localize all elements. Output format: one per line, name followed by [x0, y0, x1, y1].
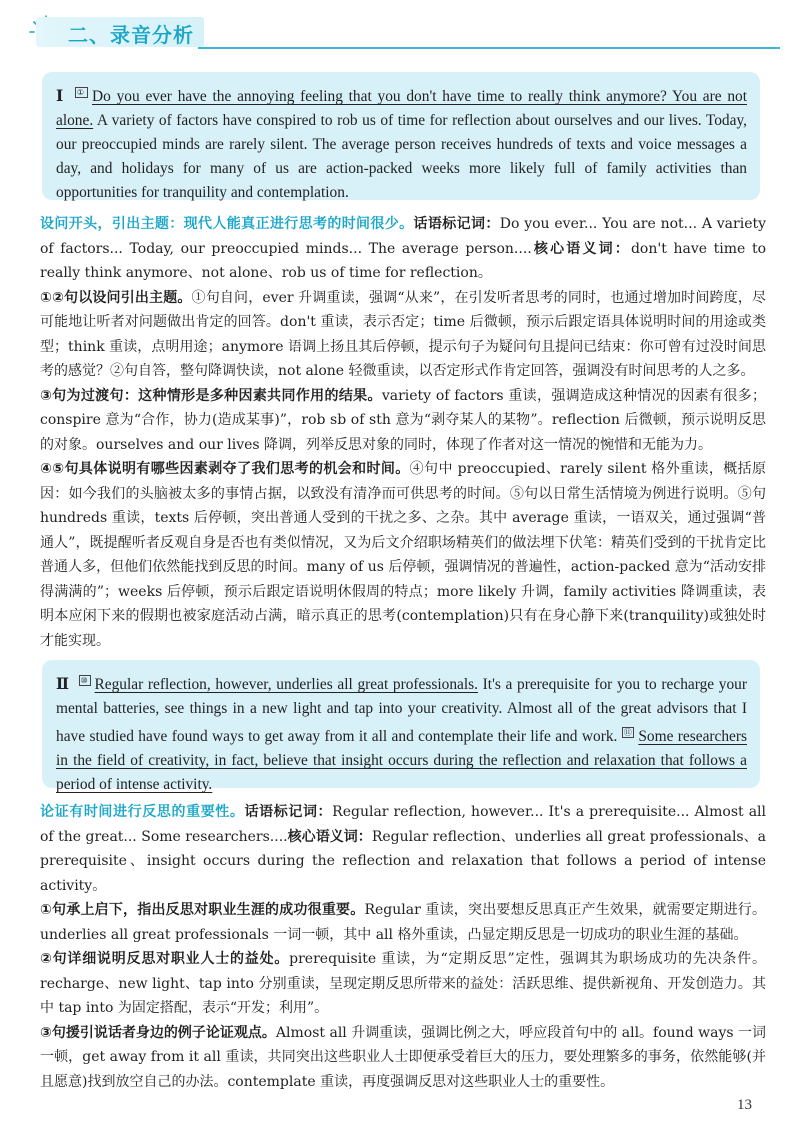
marker-text: Regular reflection, however... It's a prerequisite... Almost all of the great... Some researchers.... — [40, 804, 766, 845]
paragraph-lead: ①句承上启下，指出反思对职业生涯的成功很重要。 — [40, 902, 365, 918]
analysis-paragraph — [40, 800, 766, 898]
section-title: 二、录音分析 — [68, 23, 194, 47]
paragraph-text: prerequisite 重读，为“定期反思”定性，强调其为职场成功的先决条件。recharge、new light、tap into 分别重读，呈现定期反思所带来的益处：活跃思维、提供新视角、开发创造力。其中 tap into 为固定搭配，表示“开发；利用”。 — [40, 951, 766, 1016]
part-number: Ⅰ — [56, 88, 66, 106]
paragraph-text: ④句中 preoccupied、rarely silent 格外重读，概括原因：如今我们的头脑被太多的事情占据，以致没有清净而可供思考的时间。⑤句以日常生活情境为例进行说明。⑤句 hundreds 重读，texts 后停顿，突出普通人受到的干扰之多、之杂。其中 average 重读，一语双关，通过强调“普通人”，既提醒听者反观自身是否也有类似情况，又为后文介绍职场精英们的做法埋下伏笔：精英们受到的干扰肯定比普通人多，但他们依然能找到反思的时间。many of us 后停顿，强调情况的普遍性，action-packed 意为“活动安排得满满的”；weeks 后停顿，预示后跟定语说明休假周的特点；more likely 升调，family activities 降调重读，表明本应闲下来的假期也被家庭活动占满，暗示真正的思考(contemplation)只有在身心静下来(tranquility)或独处时才能实现。 — [40, 461, 766, 649]
passage-box-1 — [42, 72, 760, 200]
header-rule — [198, 47, 780, 49]
topic-sentence: Do you ever have the annoying feeling that you don't have time to really think anymore? You are not alone. — [56, 88, 748, 130]
marker-label: 话语标记词： — [244, 804, 333, 820]
analysis-paragraph — [40, 947, 766, 1021]
part-number: Ⅱ — [56, 676, 70, 694]
keyword-label: 核心语义词： — [531, 240, 631, 257]
keyword-text: Regular reflection、underlies all great professionals、a prerequisite、insight occurs during the reflection and relaxation that follows a period of intense activity。 — [40, 828, 767, 894]
analysis-paragraph — [40, 898, 766, 947]
paragraph-text: ①句自问，ever 升调重读，强调“从来”，在引发听者思考的同时，也通过增加时间跨度，尽可能地让听者对问题做出肯定的回答。don't 重读，表示否定；time 后微顿，预示后跟定语具体说明时间的用途或类型；think 重读，点明用途；anymore 语调上扬且其后停顿，提示句子为疑问句且提问已结束：你可曾有过没时间思考的感觉？②句自答，整句降调快读，not alone 轻微重读，以否定形式作肯定回答，强调没有时间思考的人之多。 — [40, 289, 766, 379]
passage-box-2 — [42, 660, 760, 794]
sentence-marker: ① — [76, 88, 87, 97]
paragraph-text: Regular 重读，突出要想反思真正产生效果，就需要定期进行。underlies all great professionals 一词一顿，其中 all 格外重读，凸显定期反思是一切成功的职业生涯的基础。 — [40, 902, 766, 943]
paragraph-lead: ③句援引说话者身边的例子论证观点。 — [40, 1024, 276, 1041]
paragraph-lead: ②句详细说明反思对职业人士的益处。 — [40, 951, 290, 967]
paragraph-lead: ①②句以设问引出主题。 — [40, 289, 192, 306]
key-sentence: Some researchers in the field of creativity, in fact, believe that insight occurs during the reflection and relaxation that follows a period of intense activity. — [56, 728, 748, 794]
sentence-marker: ⑪ — [623, 728, 633, 738]
passage-text: It's a prerequisite for you to recharge your mental batteries, see things in a new light and tap into your creativity. Almost all of the great advisors that I have studied have found ways to get away from it all and contemplate their life and work. — [56, 676, 747, 746]
keyword-text: don't have time to really think anymore、not alone、rob us of time for reflection。 — [40, 240, 766, 281]
analysis-paragraph — [40, 457, 766, 653]
paragraph-text: variety of factors 重读，强调造成这种情况的因素有很多；conspire 意为“合作，协力(造成某事)”，rob sb of sth 意为“剥夺某人的某物”。reflection 后微顿，预示说明反思的对象。ourselves and our lives 降调，列举反思对象的同时，体现了作者对这一情况的惋惜和无能为力。 — [40, 387, 766, 453]
marker-text: Do you ever... You are not... A variety of factors... Today, our preoccupied minds... The average person.... — [40, 216, 767, 257]
paragraph-lead: ④⑤句具体说明有哪些因素剥夺了我们思考的机会和时间。 — [40, 461, 410, 477]
analysis-paragraph — [40, 1021, 766, 1095]
marker-label: 话语标记词： — [413, 216, 500, 232]
analysis-section-1 — [40, 212, 766, 653]
analysis-section-2 — [40, 800, 766, 1094]
passage-text: A variety of factors have conspired to rob us of time for reflection about ourselves and our lives. Today, our preoccupied minds are rarely silent. The average person receives hundreds of texts and voice messages a day, and holidays for many of us are action-packed weeks more likely full of family activities than opportunities for tranquility and contemplation. — [56, 112, 747, 202]
paragraph-text: Almost all 升调重读，强调比例之大，呼应段首句中的 all。found ways 一词一顿，get away from it all 重读，共同突出这些职业人士即便承受着巨大的压力，要处理繁多的事务，依然能够(并且愿意)找到放空自己的办法。contemplate 重读，再度强调反思对这些职业人士的重要性。 — [40, 1024, 766, 1090]
keyword-label: 核心语义词： — [287, 828, 372, 845]
page-number: 13 — [737, 1097, 752, 1113]
analysis-heading: 论证有时间进行反思的重要性。 — [40, 804, 245, 820]
analysis-heading: 设问开头，引出主题：现代人能真正进行思考的时间很少。 — [40, 216, 414, 232]
section-header — [28, 14, 780, 50]
analysis-paragraph — [40, 212, 766, 286]
sentence-marker: ⑩ — [80, 676, 89, 685]
paragraph-lead: ③句为过渡句：这种情形是多种因素共同作用的结果。 — [40, 387, 382, 404]
topic-sentence: Regular reflection, however, underlies all great professionals. — [94, 676, 478, 694]
analysis-paragraph — [40, 384, 766, 458]
analysis-paragraph — [40, 286, 766, 384]
